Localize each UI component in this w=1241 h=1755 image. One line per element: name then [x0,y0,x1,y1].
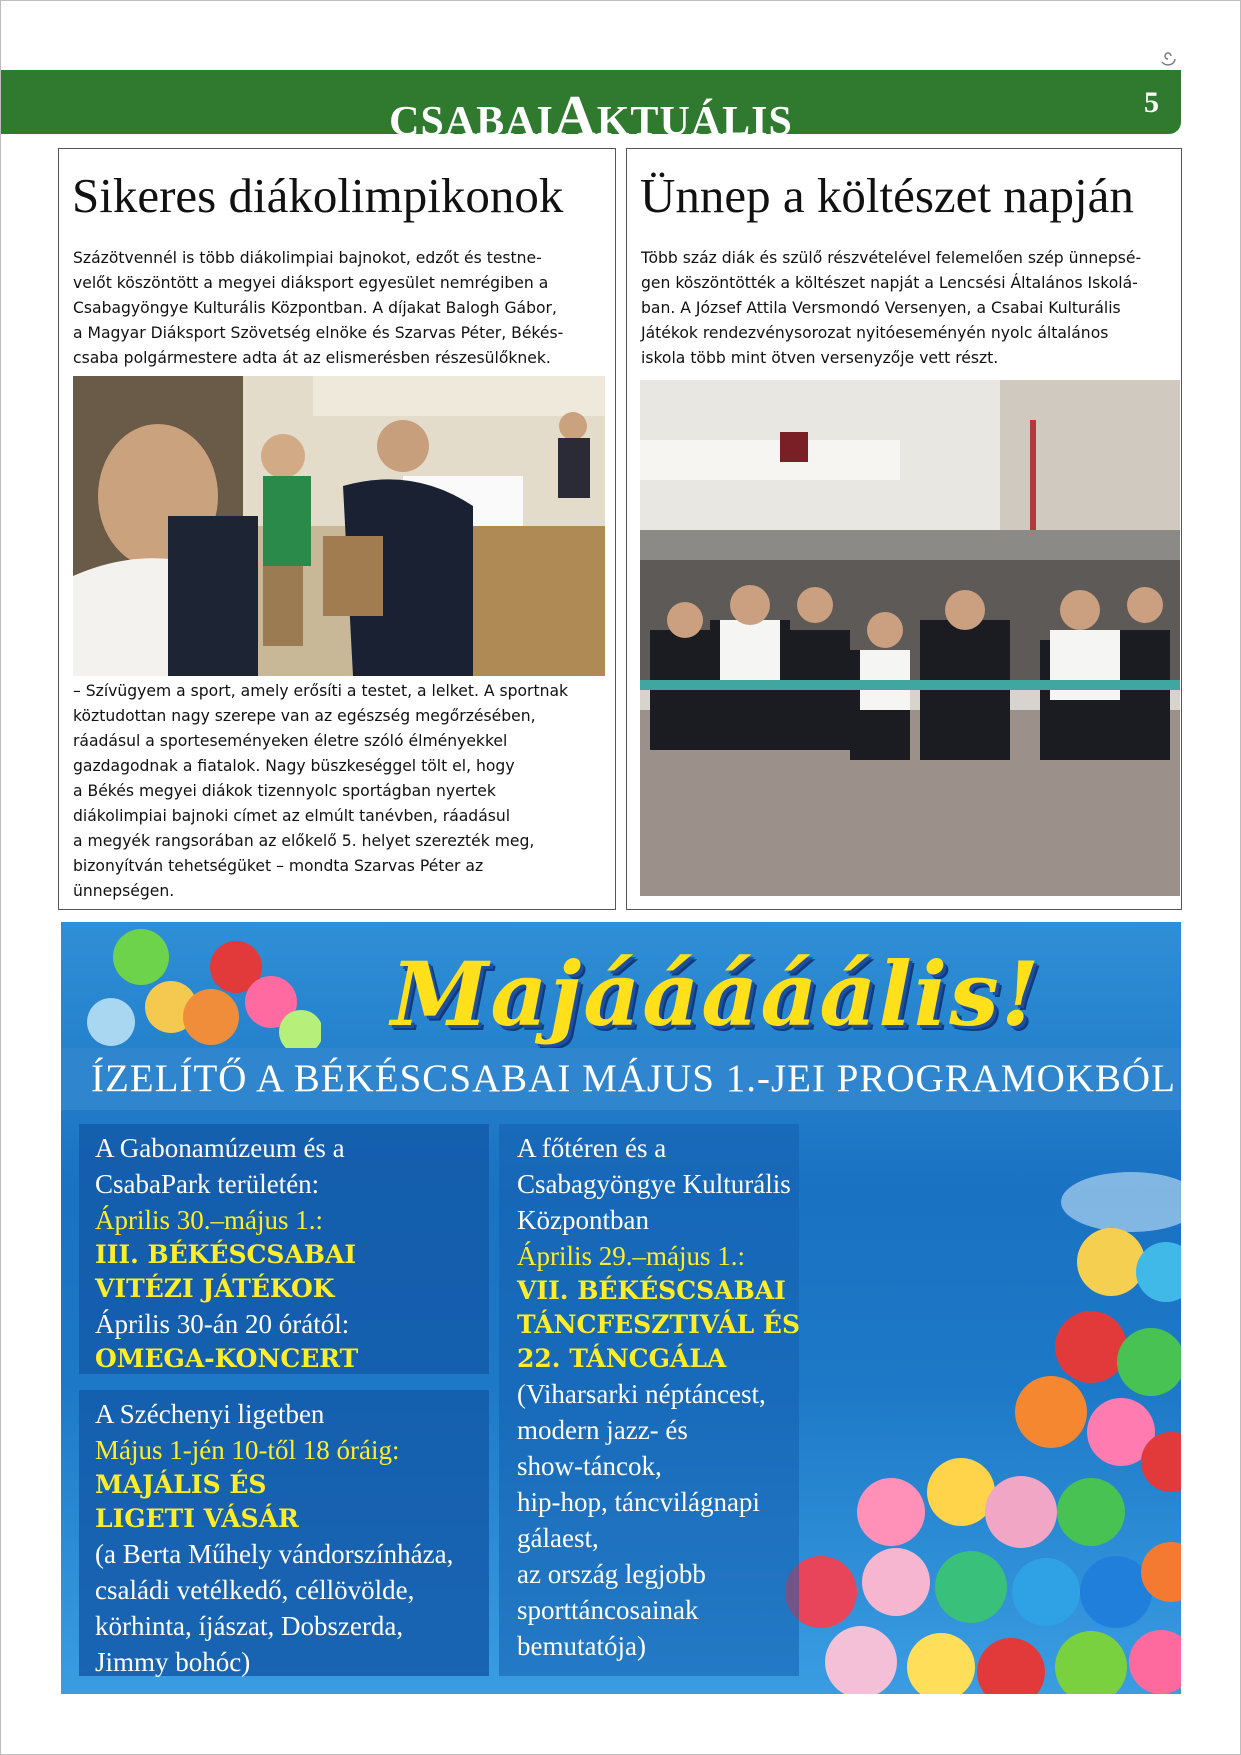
program-event: 22. TÁNCGÁLA [517,1344,727,1373]
program-event: TÁNCFESZTIVÁL ÉS [517,1310,801,1339]
quote-line: diákolimpiai bajnoki címet az elmúlt tanévben, ráadásul [73,807,511,825]
quote-line: gazdagodnak a fiatalok. Nagy büszkeséggel tölt el, hogy [73,757,515,775]
title-part-ktualis: KTUÁLIS [596,99,793,145]
title-part-a: A [553,83,597,148]
program-date-white: Április 30-án 20 órától: [95,1309,350,1339]
program-event: OMEGA-KONCERT [95,1344,359,1373]
program-place: Központban [517,1205,649,1235]
quote-line: bizonyítván tehetségüket – mondta Szarvas Péter az [73,857,484,875]
quote-line: – Szívügyem a sport, amely erősíti a testet, a lelket. A sportnak [73,682,569,700]
program-place: A főtéren és a [517,1133,667,1163]
photo-school-event [640,380,1180,896]
intro-line: csaba polgármestere adta át az elismerésben részesülőknek. [73,349,551,367]
page-header [1,70,1181,148]
intro-line: iskola több mint ötven versenyzője vett részt. [641,349,999,367]
program-details: hip-hop, táncvilágnapi [517,1487,760,1517]
intro-line: velőt köszöntött a megyei diáksport egyesület nemrégiben a [73,274,549,292]
program-box-foter [499,1124,799,1676]
program-event: III. BÉKÉSCSABAI [95,1240,357,1269]
program-details: show-táncok, [517,1451,662,1481]
quote-line: ünnepségen. [73,882,175,900]
subtitle-band [61,1048,1181,1110]
majalis-subtitle: ÍZELÍTŐ A BÉKÉSCSABAI MÁJUS 1.-JEI PROGRAMOKBÓL [91,1057,1176,1100]
page-number: 5 [1144,86,1159,119]
swirl-ornament-icon [1160,52,1176,66]
program-date: Április 30.–május 1.: [95,1205,323,1235]
publication-title [1,82,1181,149]
program-details: gálaest, [517,1523,599,1553]
article-intro-sport [73,246,613,371]
program-box-gabonamuzeum [79,1124,489,1374]
program-event: VII. BÉKÉSCSABAI [517,1276,786,1305]
program-event: MAJÁLIS ÉS [95,1470,267,1499]
program-place: A Gabonamúzeum és a [95,1133,345,1163]
intro-line: ban. A József Attila Versmondó Versenyen, a Csabai Kulturális [641,299,1121,317]
program-place: Csabagyöngye Kulturális [517,1169,791,1199]
majalis-section [61,922,1181,1694]
balloons-top-left-icon [61,922,321,1048]
program-place: CsabaPark területén: [95,1169,320,1199]
intro-line: Százötvennél is több diákolimpiai bajnokot, edzőt és testne- [73,249,542,267]
program-details: (a Berta Műhely vándorszínháza, [95,1539,454,1569]
program-place: A Széchenyi ligetben [95,1399,325,1429]
quote-line: a megyék rangsorában az előkelő 5. helyet szerezték meg, [73,832,535,850]
program-details: Jimmy bohóc) [95,1647,251,1677]
program-details: sporttáncosainak [517,1595,699,1625]
program-event: VITÉZI JÁTÉKOK [95,1274,335,1303]
program-details: (Viharsarki néptáncest, [517,1379,766,1409]
quote-line: a Békés megyei diákok tizennyolc sportágban nyertek [73,782,496,800]
intro-line: Csabagyöngye Kulturális Központban. A díjakat Balogh Gábor, [73,299,557,317]
quote-line: ráadásul a sporteseményeken életre szóló élményekkel [73,732,508,750]
article-title-poetry: Ünnep a költészet napján [640,168,1134,223]
intro-line: a Magyar Diáksport Szövetség elnöke és Szarvas Péter, Békés- [73,324,564,342]
article-quote-sport [73,679,613,904]
quote-line: köztudottan nagy szerepe van az egészség megőrzésében, [73,707,536,725]
title-part-csabai: CSABAI [389,99,554,145]
program-date: Május 1-jén 10-től 18 óráig: [95,1435,400,1465]
program-event: LIGETI VÁSÁR [95,1504,299,1533]
program-details: bemutatója) [517,1631,646,1661]
photo-award-ceremony [73,376,605,676]
article-title-sport: Sikeres diákolimpikonok [72,168,564,223]
balloons-right-icon [761,1172,1181,1694]
program-details: családi vetélkedő, céllövölde, [95,1575,415,1605]
program-box-szechenyi-liget [79,1390,489,1676]
program-details: körhinta, íjászat, Dobszerda, [95,1611,404,1641]
article-intro-poetry [641,246,1177,371]
intro-line: Játékok rendezvénysorozat nyitóeseményén nyolc általános [641,324,1109,342]
intro-line: gen köszöntötték a költészet napját a Lencsési Általános Iskolá- [641,274,1138,292]
majalis-title: Majááááális! [391,942,1042,1046]
program-details: az ország legjobb [517,1559,706,1589]
intro-line: Több száz diák és szülő részvételével felemelően szép ünnepsé- [641,249,1142,267]
program-details: modern jazz- és [517,1415,688,1445]
program-date: Április 29.–május 1.: [517,1241,745,1271]
